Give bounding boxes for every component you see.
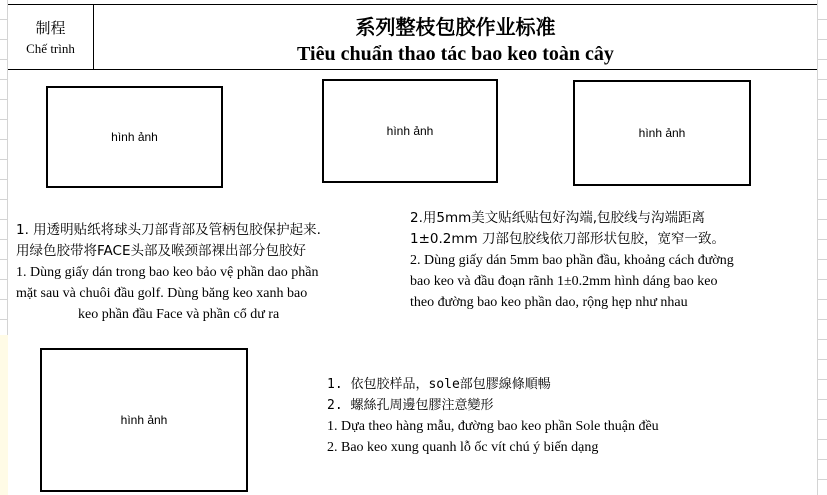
image-placeholder-label: hình ảnh bbox=[111, 130, 158, 144]
process-cell bbox=[8, 5, 94, 69]
document-title-zh: 系列整枝包胶作业标准 bbox=[355, 15, 556, 39]
image-placeholder-label: hình ảnh bbox=[120, 413, 168, 427]
step3-instructions bbox=[327, 374, 767, 458]
step1-zh-line2: 用绿色胶带将FACE头部及喉颈部裸出部分包胶好 bbox=[16, 243, 306, 259]
step2-zh-line1: 2.用5mm美文贴纸贴包好沟端,包胶线与沟端距离 bbox=[410, 210, 706, 226]
step2-vi-line3: theo đường bao keo phần dao, rộng hẹp như nhau bbox=[410, 295, 688, 310]
step1-vi-line1: 1. Dùng giấy dán trong bao keo bảo vệ phần dao phần bbox=[16, 265, 319, 280]
step3-zh-line2: 2. 螺絲孔周邊包膠注意變形 bbox=[327, 398, 494, 413]
image-placeholder-label: hình ảnh bbox=[386, 124, 434, 138]
step2-zh-line2: 1±0.2mm 刀部包胶线依刀部形状包胶，宽窄一致。 bbox=[410, 231, 725, 247]
selected-row-highlight bbox=[0, 335, 8, 495]
step1-zh-line1: 1. 用透明贴纸将球头刀部背部及管柄包胶保护起来. bbox=[16, 222, 321, 238]
step2-instructions bbox=[410, 208, 810, 313]
step2-vi-line1: 2. Dùng giấy dán 5mm bao phần đầu, khoảng cách đường bbox=[410, 253, 734, 268]
image-placeholder-1 bbox=[46, 86, 223, 188]
document-title-vi: Tiêu chuẩn thao tác bao keo toàn cây bbox=[297, 43, 614, 65]
step2-vi-line2: bao keo và đầu đoạn rãnh 1±0.2mm hình dáng bao keo bbox=[410, 274, 718, 289]
process-label-zh: 制程 bbox=[35, 19, 66, 37]
step1-vi-line3: keo phần đầu Face và phần cổ dư ra bbox=[78, 307, 280, 322]
image-placeholder-4 bbox=[40, 348, 248, 492]
step3-zh-line1: 1. 依包胶样品，sole部包膠線條順暢 bbox=[327, 377, 551, 392]
spreadsheet-right-edge bbox=[817, 0, 827, 495]
image-placeholder-3 bbox=[573, 80, 751, 186]
step3-vi-line2: 2. Bao keo xung quanh lỗ ốc vít chú ý biến dạng bbox=[327, 440, 599, 455]
image-placeholder-label: hình ảnh bbox=[638, 126, 686, 140]
step1-instructions bbox=[16, 220, 401, 325]
step1-vi-line2: mặt sau và chuôi đầu golf. Dùng băng keo xanh bao bbox=[16, 286, 308, 301]
document-header bbox=[8, 4, 817, 70]
step3-vi-line1: 1. Dựa theo hàng mẫu, đường bao keo phần Sole thuận đều bbox=[327, 419, 659, 434]
process-label-vi: Chế trình bbox=[26, 41, 75, 56]
image-placeholder-2 bbox=[322, 79, 498, 183]
